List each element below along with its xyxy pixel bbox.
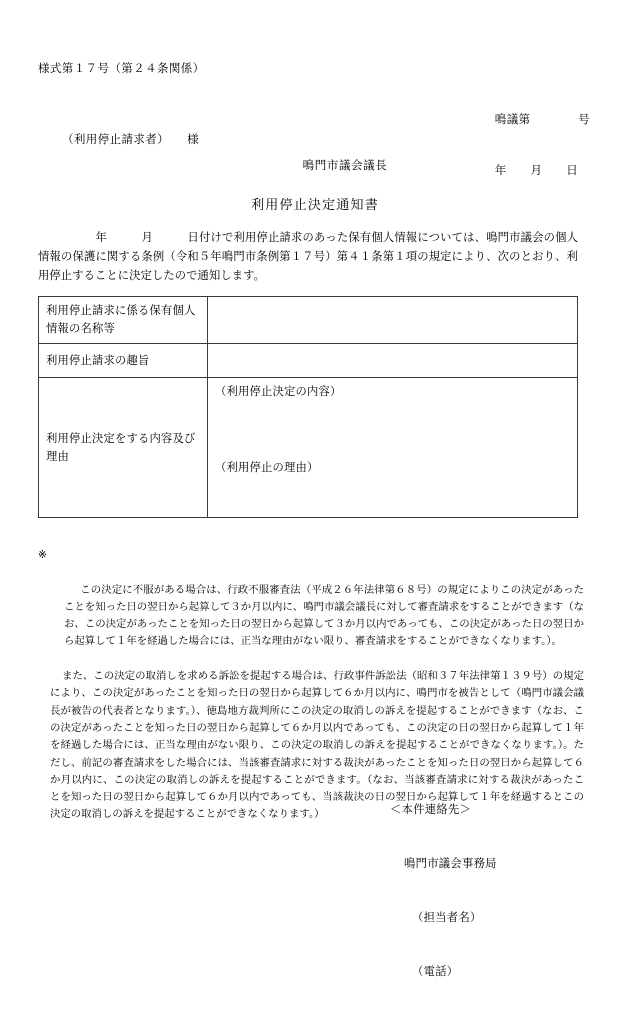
row-value-decision-content-reason[interactable] (208, 378, 578, 518)
issuer-name: 鳴門市議会議長 (302, 160, 388, 172)
table-row (39, 344, 578, 378)
document-date-line: 年 月 日 (494, 165, 579, 177)
page-title: 利用停止決定通知書 (251, 197, 379, 212)
form-number: 様式第１７号（第２４条関係） (38, 63, 205, 75)
row-label-request-purpose: 利用停止請求の趣旨 (39, 344, 208, 378)
contact-block (390, 765, 497, 1017)
note-paragraph-1-text: この決定に不服がある場合は、行政不服審査法（平成２６年法律第６８号）の規定によりこの決定があったことを知った日の翌日から起算して３か月以内に、鳴門市議会議長に対して審査請求をすることができます（なお、この決定があったことを知った日の翌日から起算して３か月以内であっても、この決定があった日の翌日から起算して１年を経過した場合には、正当な理由がない限り、審査請求をすることができなくなります。）。 (64, 584, 584, 648)
note-marker-icon: ※ (38, 550, 47, 561)
row-value-name-of-info[interactable] (208, 297, 578, 344)
note-paragraph-1 (38, 547, 584, 668)
decision-reason-placeholder: （利用停止の理由） (215, 462, 319, 474)
table-row (39, 378, 578, 518)
row-label-decision-content-reason: 利用停止決定をする内容及び理由 (39, 378, 208, 518)
contact-phone: （電話） (412, 966, 459, 978)
row-value-request-purpose[interactable] (208, 344, 578, 378)
document-number-label: 鳴議第 号 (494, 114, 590, 126)
decision-content-placeholder: （利用停止決定の内容） (215, 386, 342, 398)
addressee-line: （利用停止請求者） 様 (62, 134, 200, 146)
note-paragraph-2: また、この決定の取消しを求める訴訟を提起する場合は、行政事件訴訟法（昭和３７年法律第１３９号）の規定により、この決定があったことを知った日の翌日から起算して６か月以内に、鳴門市を被告として（鳴門市議会議長が被告の代表者となります。）、徳島地方裁判所にこの決定の取消しの訴えを提起することができます（なお、この決定があったことを知った日の翌日から起算して６か月以内であっても、この決定の日の翌日から起算して１年を経過した場合には、正当な理由がない限り、この決定の取消しの訴えを提起することができなくなります。）。ただし、前記の審査請求をした場合には、当該審査請求に対する裁決があったことを知った日の翌日から起算して６か月以内に、この決定の取消しの訴えを提起することができます。（なお、当該審査請求に対する裁決があったことを知った日の翌日から起算して６か月以内であっても、当該裁決の日の翌日から起算して１年を経過するとこの決定の取消しの訴えを提起することができなくなります。） (50, 671, 584, 821)
intro-paragraph: 年 月 日付けで利用停止請求のあった保有個人情報については、鳴門市議会の個人情報の保護に関する条例（令和５年鳴門市条例第１７号）第４１条第１項の規定により、次のとおり、利用停止することに決定したので通知します。 (38, 232, 578, 282)
contact-person: （担当者名） (412, 912, 482, 924)
table-row (39, 297, 578, 344)
row-label-name-of-info: 利用停止請求に係る保有個人情報の名称等 (39, 297, 208, 344)
decision-table (38, 296, 578, 518)
contact-office: 鳴門市議会事務局 (404, 858, 497, 870)
contact-heading: ＜本件連絡先＞ (390, 804, 472, 816)
legal-notes (38, 547, 584, 824)
